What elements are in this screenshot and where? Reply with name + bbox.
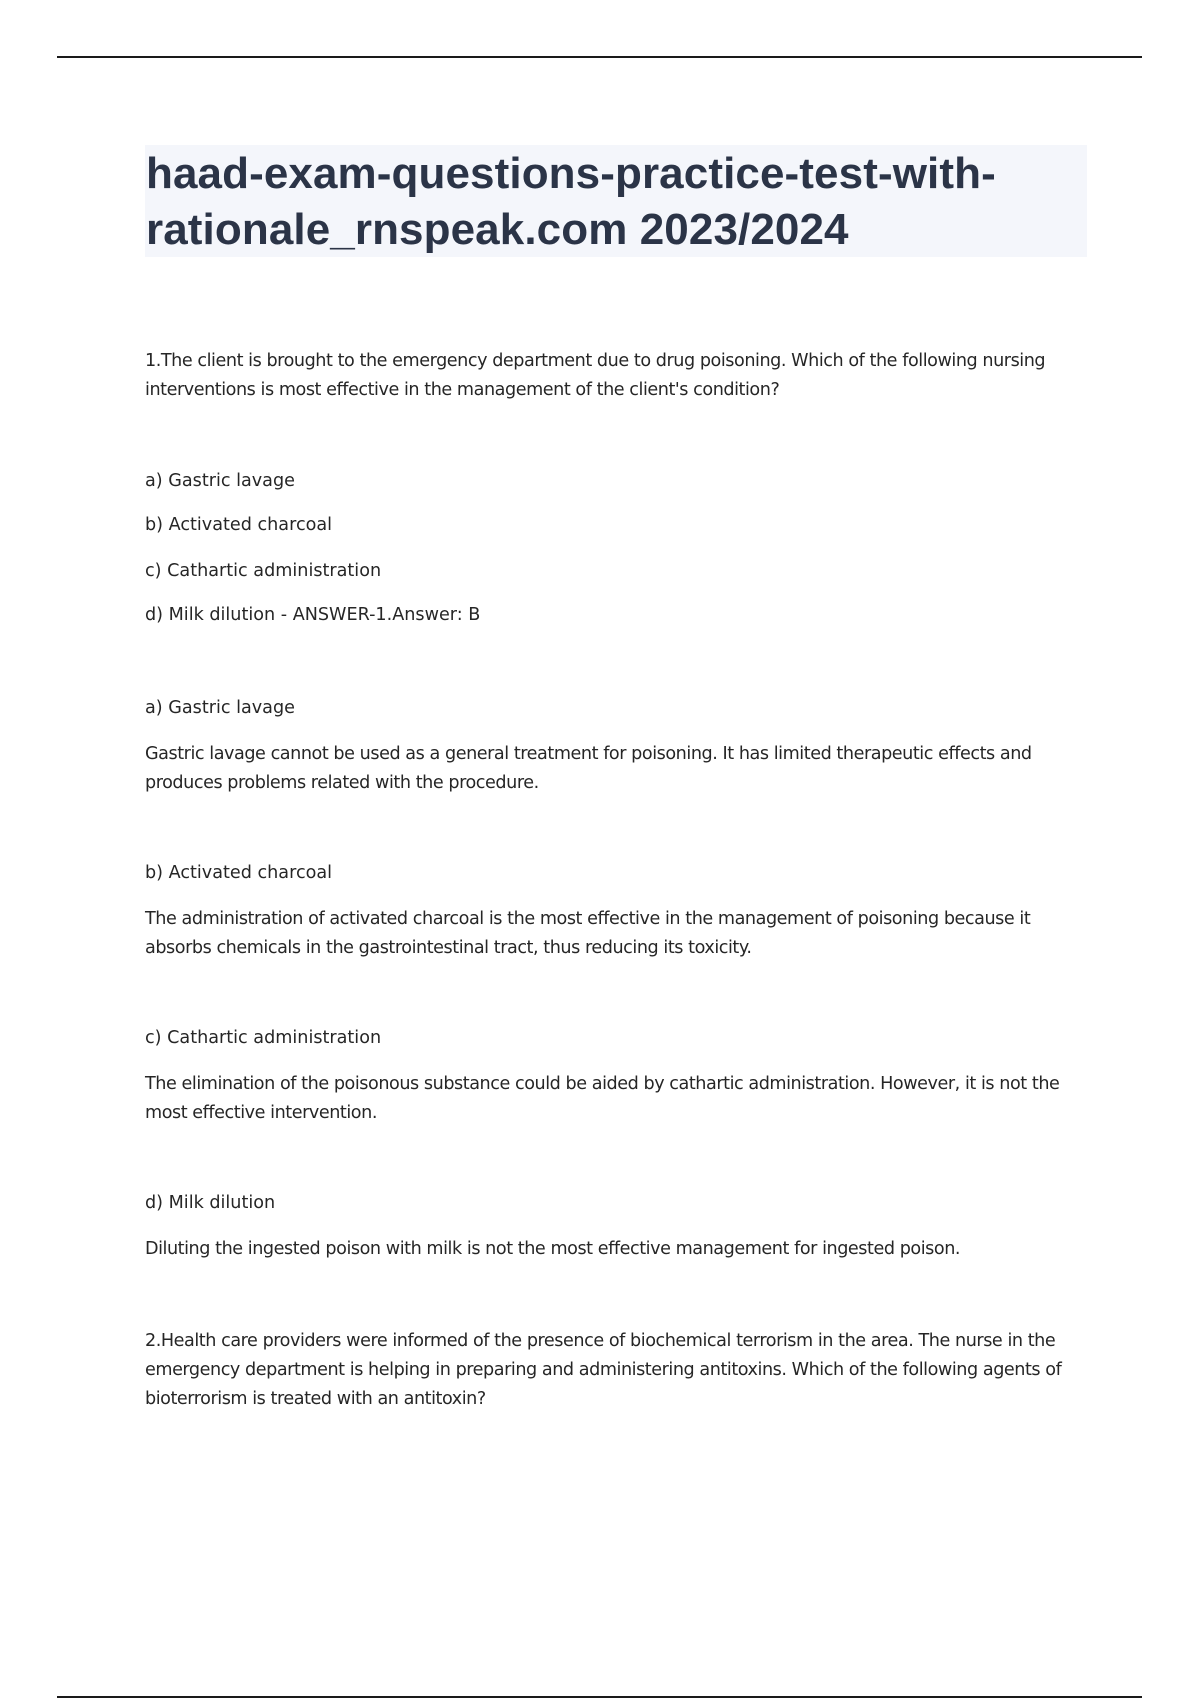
bottom-rule [57,1696,1142,1698]
rationale-a-text: Gastric lavage cannot be used as a general treatment for poisoning. It has limited therapeutic effects and produces problems related with the procedure. [145,744,1032,793]
rationale-d-option: d) Milk dilution [145,1193,276,1213]
rationale-c-text: The elimination of the poisonous substance could be aided by cathartic administration. However, it is not the most effective intervention. [145,1074,1060,1123]
top-rule [57,56,1142,58]
rationale-d-text: Diluting the ingested poison with milk is not the most effective management for ingested poison. [145,1239,961,1259]
rationale-b-text: The administration of activated charcoal is the most effective in the management of poisoning because it absorbs chemicals in the gastrointestinal tract, thus reducing its toxicity. [145,909,1031,958]
question-1-option-b: b) Activated charcoal [145,515,333,535]
rationale-b-option: b) Activated charcoal [145,863,333,883]
question-1-stem: 1.The client is brought to the emergency department due to drug poisoning. Which of the following nursing interventions is most effective in the management of the client's condition? [145,351,1046,400]
question-2-stem: 2.Health care providers were informed of the presence of biochemical terrorism in the area. The nurse in the emergency department is helping in preparing and administering antitoxins. Which of the following agents of bioterrorism is treated with an antitoxin? [145,1331,1062,1409]
rationale-a-option: a) Gastric lavage [145,698,295,718]
question-1-option-d-answer: d) Milk dilution - ANSWER-1.Answer: B [145,605,481,625]
document-title: haad-exam-questions-practice-test-with-rationale_rnspeak.com 2023/2024 [146,149,996,254]
rationale-c-option: c) Cathartic administration [145,1028,382,1048]
question-1-option-a: a) Gastric lavage [145,471,295,491]
question-1-option-c: c) Cathartic administration [145,561,382,581]
